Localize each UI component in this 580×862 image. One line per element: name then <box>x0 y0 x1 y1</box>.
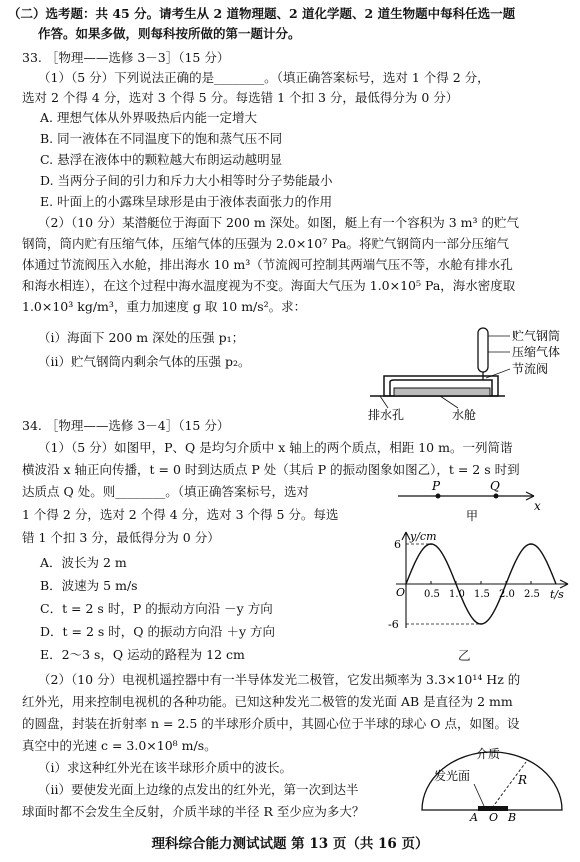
q34-option-b: B．波速为 5 m/s <box>40 578 138 593</box>
q34-sub-ii-line-2: 球面时都不会发生全反射，介质半球的半径 R 至少应为多大？ <box>22 804 365 819</box>
q34-p1-line-4: 1 个得 2 分，选对 2 个得 4 分，选对 3 个得 5 分。每选 <box>22 507 339 522</box>
q33-option-d: D. 当两分子间的引力和斥力大小相等时分子势能最小 <box>40 173 333 188</box>
gas-cylinder <box>478 328 488 372</box>
label-water-tank: 水舱 <box>452 408 477 422</box>
q34-option-d: D．t = 2 s 时，Q 的振动方向沿 ＋y 方向 <box>40 624 276 639</box>
caption-yi: 乙 <box>458 648 471 663</box>
q33-p2-line-4: 和海水相连），在这个过程中海水温度视为不变。海面大气压为 1.0×10⁵ Pa，海水密度取 <box>22 278 516 293</box>
q33-option-e: E. 叶面上的小露珠呈球形是由于液体表面张力的作用 <box>40 194 333 209</box>
caption-jia: 甲 <box>466 509 479 523</box>
q33-p2-line-5: 1.0×10³ kg/m³，重力加速度 g 取 10 m/s²。求： <box>22 299 307 314</box>
label-r: R <box>518 773 528 787</box>
label-p: P <box>432 479 441 493</box>
label-throttle-valve: 节流阀 <box>512 362 549 376</box>
q34-p2-line-1: （2）（10 分）电视机遥控器中有一半导体发光二极管，它发出频率为 3.3×10¹⁴ Hz 的 <box>38 672 521 687</box>
label-o: O <box>489 811 499 822</box>
label-q: Q <box>490 479 500 493</box>
x-tick-label: 0.5 <box>424 589 440 600</box>
label-compressed-gas: 压缩气体 <box>512 345 561 359</box>
q33-p2-line-2: 钢筒，筒内贮有压缩气体，压缩气体的压强为 2.0×10⁷ Pa。将贮气钢筒内一部分压缩气 <box>22 236 510 251</box>
q34-p1-line-1: （1）（5 分）如图甲，P、Q 是均匀介质中 x 轴上的两个质点，相距 10 m。一列简谐 <box>38 440 513 455</box>
point-p <box>436 494 441 499</box>
q34-p2-line-2: 红外光，用来控制电视机的各种功能。已知这种发光二极管的发光面 AB 是直径为 2 mm <box>22 694 513 709</box>
label-gas-cylinder: 贮气钢筒 <box>512 329 561 343</box>
q34-title: 34. ［物理——选修 3－4］（15 分） <box>22 418 230 433</box>
q34-fig-jia <box>396 478 546 524</box>
q34-p1-line-3: 达质点 Q 处。则________。（填正确答案标号，选对 <box>22 484 309 499</box>
x-tick-label: 1.0 <box>449 589 465 600</box>
q34-p1-line-2: 横波沿 x 轴正向传播，t = 0 时到达质点 P 处（其后 P 的振动图象如图乙），t = 2 s 时到 <box>22 462 520 477</box>
label-a: A <box>470 811 478 822</box>
page-footer: 理科综合能力测试试题 第 13 页（共 16 页） <box>151 836 429 852</box>
t-axis-label: t/s <box>550 588 564 601</box>
q34-option-c: C．t = 2 s 时，P 的振动方向沿 －y 方向 <box>40 601 273 616</box>
q34-p2-line-3: 的圆盘，封装在折射率 n = 2.5 的半球形介质中，其圆心位于半球的球心 O 点，如图。设 <box>22 716 520 731</box>
x-tick-label: 1.5 <box>474 589 490 600</box>
section-line-2: 作答。如果多做，则每科按所做的第一题计分。 <box>38 26 301 41</box>
point-q <box>494 494 499 499</box>
label-emitting-surface: 发光面 <box>434 769 471 783</box>
label-medium: 介质 <box>476 747 501 761</box>
y-tick-label: -6 <box>388 618 399 631</box>
q34-option-e: E．2～3 s，Q 运动的路程为 12 cm <box>40 647 245 662</box>
q34-fig-yi-chart <box>378 528 576 650</box>
y-axis-label: y/cm <box>410 530 437 543</box>
x-tick-label: 2.0 <box>499 589 515 600</box>
q33-figure <box>360 322 575 422</box>
q33-title: 33. ［物理——选修 3－3］（15 分） <box>22 50 230 65</box>
section-line-1: （二）选考题：共 45 分。请考生从 2 道物理题、2 道化学题、2 道生物题中每科任选一题 <box>8 6 516 21</box>
q34-sub-ii-line-1: （ii）要使发光面上边缘的点发出的红外光，第一次到达半 <box>38 782 359 797</box>
q33-p1-line-2: 选对 2 个得 4 分，选对 3 个得 5 分。每选错 1 个扣 3 分，最低得分为 0 分） <box>22 90 459 105</box>
q33-sub-i: （i）海面下 200 m 深处的压强 p₁； <box>38 330 245 345</box>
q34-hemisphere-figure <box>414 744 574 822</box>
q33-option-c: C. 悬浮在液体中的颗粒越大布朗运动越明显 <box>40 152 283 167</box>
label-b: B <box>508 811 517 822</box>
q33-p2-line-1: （2）（10 分）某潜艇位于海面下 200 m 深处。如图，艇上有一个容积为 3 m³ 的贮气 <box>38 215 519 230</box>
x-tick-label: 2.5 <box>524 589 540 600</box>
label-x: x <box>534 499 541 513</box>
q34-p1-line-5: 错 1 个扣 3 分，最低得分为 0 分） <box>22 530 220 545</box>
q34-sub-i: （i）求这种红外光在该半球形介质中的波长。 <box>38 760 292 775</box>
label-drain-hole: 排水孔 <box>368 408 405 422</box>
q33-sub-ii: （ii）贮气钢筒内剩余气体的压强 p₂。 <box>38 354 251 369</box>
q33-option-a: A. 理想气体从外界吸热后内能一定增大 <box>40 110 257 125</box>
q34-p2-line-4: 真空中的光速 c = 3.0×10⁸ m/s。 <box>22 738 217 753</box>
q33-p1-line-1: （1）（5 分）下列说法正确的是________。（填正确答案标号，选对 1 个得 2 分， <box>38 70 490 85</box>
q34-option-a: A．波长为 2 m <box>40 555 127 570</box>
y-tick-label: 6 <box>394 538 401 551</box>
origin-label: O <box>396 586 406 599</box>
q33-p2-line-3: 体通过节流阀压入水舱，排出海水 10 m³（节流阀可控制其两端气压不等，水舱有排水孔 <box>22 257 513 272</box>
q33-option-b: B. 同一液体在不同温度下的饱和蒸气压不同 <box>40 131 283 146</box>
